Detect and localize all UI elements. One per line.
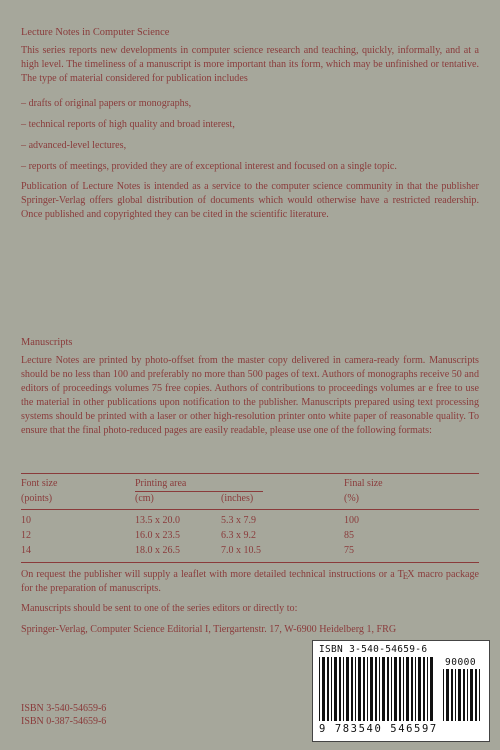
header-inches: (inches) xyxy=(221,493,254,504)
barcode-bar xyxy=(367,657,368,721)
barcode-bar xyxy=(463,669,465,721)
table-cell: 16.0 x 23.5 xyxy=(135,530,180,541)
send-to-line: Manuscripts should be sent to one of the series editors or directly to: xyxy=(21,603,298,614)
table-rule-top xyxy=(21,473,479,474)
barcode-bar xyxy=(475,669,477,721)
barcode-bar xyxy=(334,657,337,721)
barcode-label xyxy=(312,640,490,742)
barcode-bar xyxy=(427,657,428,721)
barcode-bar xyxy=(355,657,356,721)
leaflet-text-start: On request the publisher will supply a leaflet with more detailed technical instructions or a T xyxy=(21,569,404,580)
barcode-addon-number: 90000 xyxy=(445,657,477,668)
barcode-bar xyxy=(451,669,453,721)
barcode-bar xyxy=(479,669,480,721)
table-cell: 7.0 x 10.5 xyxy=(221,545,261,556)
barcode-bar xyxy=(399,657,401,721)
header-font-unit: (points) xyxy=(21,493,53,504)
barcode-bar xyxy=(382,657,385,721)
publisher-address: Springer-Verlag, Computer Science Editorial I, Tiergartenstr. 17, W-6900 Heidelberg 1, FRG xyxy=(21,624,397,635)
printing-area-rule xyxy=(135,491,263,492)
table-cell: 14 xyxy=(21,545,31,556)
barcode-bar xyxy=(346,657,349,721)
barcode-isbn-text: ISBN 3-540-54659-6 xyxy=(319,644,428,655)
leaflet-text-end: macro package for the preparation of manuscripts. xyxy=(21,569,479,594)
table-rule-bottom xyxy=(21,562,479,563)
footer-isbn: ISBN 0-387-54659-6 xyxy=(21,716,107,727)
table-cell: 12 xyxy=(21,530,31,541)
table-cell: 5.3 x 7.9 xyxy=(221,515,256,526)
barcode-bar xyxy=(375,657,377,721)
barcode-bar xyxy=(403,657,404,721)
header-final-size: Final size xyxy=(344,478,383,489)
table-cell: 18.0 x 26.5 xyxy=(135,545,180,556)
intro-paragraph: This series reports new developments in computer science research and teaching, quickly, informally, and at a high level. The timeliness of a manuscript is more important than its form, which may be unfinished or tentative. The type of material considered for publication includes xyxy=(21,45,479,84)
table-cell: 6.3 x 9.2 xyxy=(221,530,256,541)
barcode-bar xyxy=(351,657,353,721)
barcode-bar xyxy=(322,657,325,721)
barcode-bar xyxy=(358,657,361,721)
barcode-bar xyxy=(319,657,320,721)
barcode-bar xyxy=(446,669,449,721)
barcode-bar xyxy=(343,657,344,721)
barcode-bar xyxy=(327,657,329,721)
barcode-bar xyxy=(394,657,397,721)
formats-table xyxy=(21,472,479,564)
tex-e: E xyxy=(402,571,409,581)
list-item: – drafts of original papers or monographs, xyxy=(21,98,192,109)
tex-x: X xyxy=(407,569,415,580)
barcode-bar xyxy=(379,657,380,721)
list-item: – technical reports of high quality and broad interest, xyxy=(21,119,235,130)
barcode-bar xyxy=(331,657,332,721)
barcode-bar xyxy=(423,657,425,721)
manuscripts-paragraph: Lecture Notes are printed by photo-offset from the master copy delivered in camera-ready form. Manuscripts should be no less than 100 and preferably no more than 500 pages of text. Authors of monographs receive 50 and editors of proceedings volumes 75 free copies. Authors of contributions to proceedings volumes ar e free to use the material in other publications upon notification to the publisher. Manuscripts prepared using text processing systems should be printed with a laser or other high-resolution printer onto white paper of reasonable quality. To ensure that the final photo-reduced pages are easily readable, please use one of the following formats: xyxy=(21,355,479,436)
table-rule-middle xyxy=(21,509,479,510)
header-printing-area: Printing area xyxy=(135,478,187,489)
barcode-bar xyxy=(406,657,409,721)
barcode-bar xyxy=(470,669,473,721)
barcode-bar xyxy=(430,657,433,721)
list-item: – advanced-level lectures, xyxy=(21,140,127,151)
table-cell: 100 xyxy=(344,515,359,526)
barcode-bar xyxy=(391,657,392,721)
barcode-bar xyxy=(455,669,456,721)
barcode-bar xyxy=(415,657,416,721)
header-cm: (cm) xyxy=(135,493,154,504)
table-cell: 85 xyxy=(344,530,354,541)
manuscripts-heading: Manuscripts xyxy=(21,337,73,348)
list-item: – reports of meetings, provided they are of exceptional interest and focused on a single topic. xyxy=(21,161,397,172)
barcode-bar xyxy=(443,669,444,721)
table-cell: 13.5 x 20.0 xyxy=(135,515,180,526)
barcode-bar xyxy=(418,657,421,721)
header-final-unit: (%) xyxy=(344,493,359,504)
barcode-bar xyxy=(387,657,389,721)
barcode-bar xyxy=(339,657,341,721)
barcode-bar xyxy=(363,657,365,721)
barcode-bar xyxy=(458,669,461,721)
publication-paragraph: Publication of Lecture Notes is intended as a service to the computer science community in that the publisher Springer-Verlag offers global distribution of documents which would otherwise have a restricted readership. Once published and copyrighted they can be cited in the scientific literature. xyxy=(21,181,479,220)
barcode-bar xyxy=(370,657,373,721)
leaflet-paragraph xyxy=(21,567,479,596)
series-title: Lecture Notes in Computer Science xyxy=(21,27,170,38)
header-font-size: Font size xyxy=(21,478,58,489)
barcode-ean-number: 9 783540 546597 xyxy=(319,723,438,735)
barcode-bar xyxy=(411,657,413,721)
table-cell: 75 xyxy=(344,545,354,556)
table-cell: 10 xyxy=(21,515,31,526)
barcode-bar xyxy=(467,669,468,721)
footer-isbn: ISBN 3-540-54659-6 xyxy=(21,703,107,714)
